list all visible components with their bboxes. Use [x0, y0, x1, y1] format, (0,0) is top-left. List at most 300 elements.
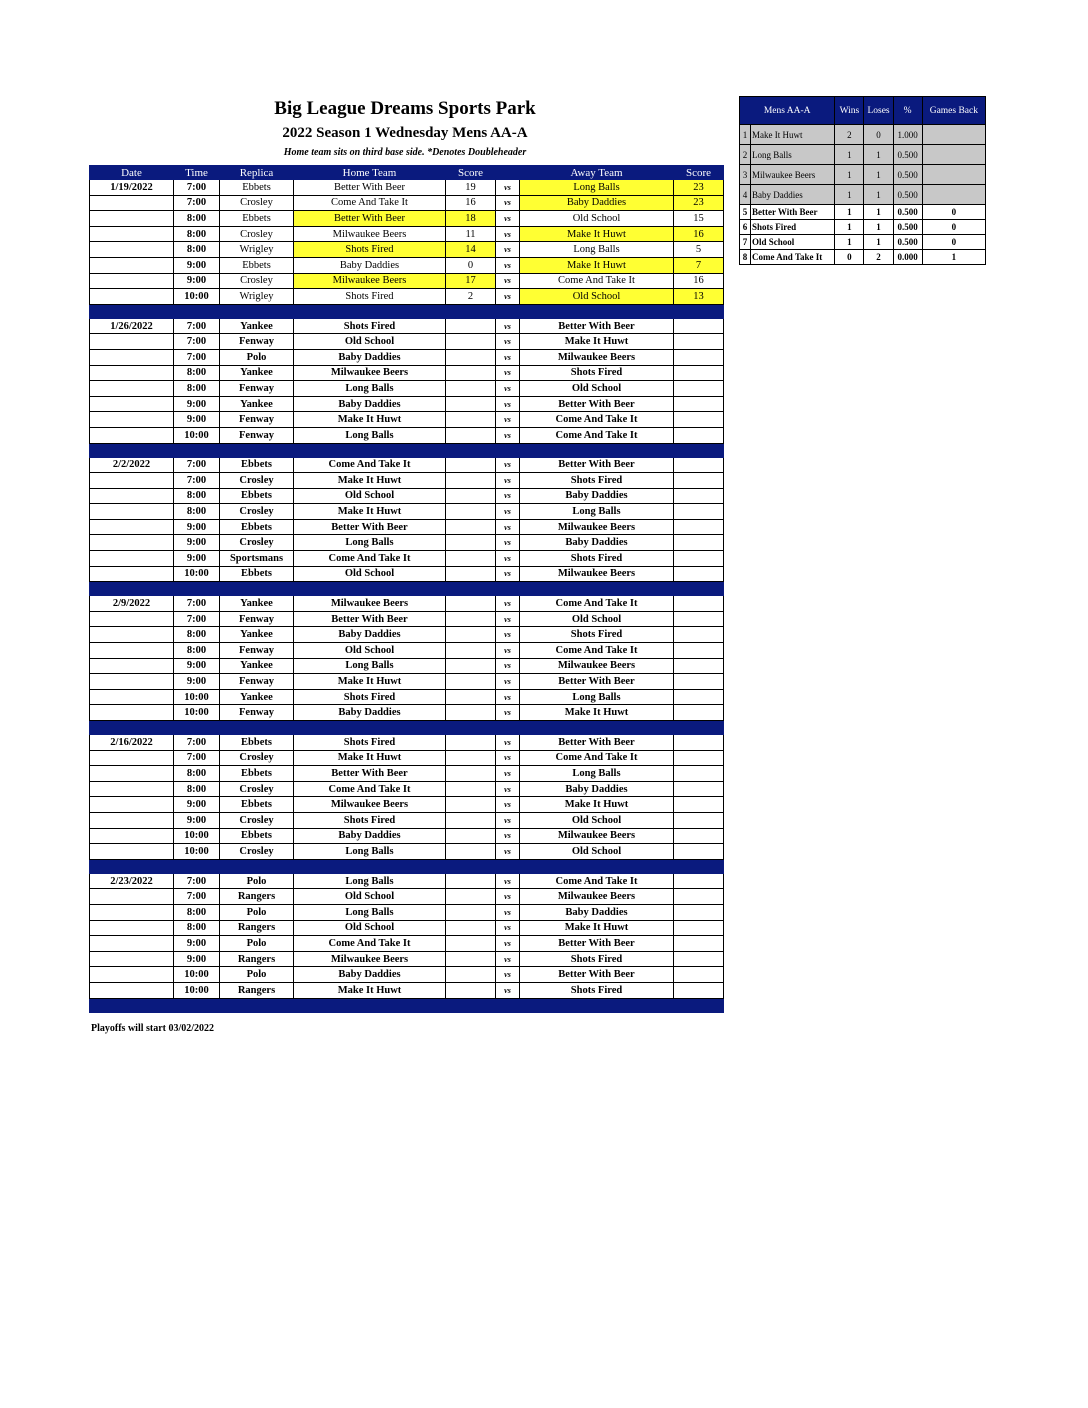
game-field: Fenway [220, 427, 294, 443]
away-score: 16 [674, 273, 724, 289]
standings-wins: 1 [835, 205, 864, 220]
game-date [90, 273, 174, 289]
away-team: Come And Take It [520, 427, 674, 443]
game-field: Polo [220, 873, 294, 889]
separator-cell [220, 304, 294, 318]
game-time: 9:00 [174, 412, 220, 428]
game-time: 7:00 [174, 889, 220, 905]
home-score [446, 535, 496, 551]
separator-cell [520, 998, 674, 1012]
away-score [674, 488, 724, 504]
home-score [446, 334, 496, 350]
away-score: 13 [674, 289, 724, 305]
game-field: Crosley [220, 273, 294, 289]
standings-rank: 8 [740, 250, 751, 265]
schedule-table [89, 165, 724, 1013]
away-team: Old School [520, 289, 674, 305]
away-team: Old School [520, 844, 674, 860]
game-time: 9:00 [174, 812, 220, 828]
away-score [674, 735, 724, 751]
table-row [90, 674, 724, 690]
standings-row [740, 235, 986, 250]
standings-row [740, 125, 986, 145]
home-team: Old School [294, 643, 446, 659]
vs-label: vs [496, 257, 520, 273]
game-date [90, 889, 174, 905]
table-row [90, 504, 724, 520]
home-score [446, 904, 496, 920]
game-time: 8:00 [174, 226, 220, 242]
away-team: Shots Fired [520, 551, 674, 567]
table-row [90, 226, 724, 242]
table-row [90, 318, 724, 334]
game-date [90, 381, 174, 397]
game-time: 10:00 [174, 828, 220, 844]
home-score [446, 596, 496, 612]
game-time: 8:00 [174, 920, 220, 936]
table-row [90, 873, 724, 889]
home-team: Old School [294, 334, 446, 350]
home-score [446, 766, 496, 782]
home-score [446, 689, 496, 705]
away-score [674, 535, 724, 551]
game-field: Yankee [220, 658, 294, 674]
table-row [90, 257, 724, 273]
vs-label: vs [496, 889, 520, 905]
home-score [446, 750, 496, 766]
separator-cell [674, 304, 724, 318]
game-time: 7:00 [174, 735, 220, 751]
vs-label: vs [496, 658, 520, 674]
game-date [90, 766, 174, 782]
away-score [674, 889, 724, 905]
table-row [90, 488, 724, 504]
home-team: Come And Take It [294, 551, 446, 567]
away-score [674, 318, 724, 334]
game-field: Yankee [220, 596, 294, 612]
vs-label: vs [496, 936, 520, 952]
away-score [674, 381, 724, 397]
home-score: 11 [446, 226, 496, 242]
vs-label: vs [496, 627, 520, 643]
game-date [90, 427, 174, 443]
vs-label: vs [496, 412, 520, 428]
table-row [90, 689, 724, 705]
game-field: Wrigley [220, 289, 294, 305]
standings-wins-header: Wins [835, 97, 864, 125]
game-date [90, 611, 174, 627]
game-date [90, 920, 174, 936]
home-team: Baby Daddies [294, 967, 446, 983]
standings-loses: 1 [864, 235, 893, 250]
vs-label: vs [496, 427, 520, 443]
table-row [90, 920, 724, 936]
standings-games-back [922, 185, 985, 205]
game-field: Polo [220, 967, 294, 983]
home-team: Better With Beer [294, 519, 446, 535]
game-time: 9:00 [174, 674, 220, 690]
game-field: Rangers [220, 951, 294, 967]
vs-label: vs [496, 828, 520, 844]
separator-cell [674, 721, 724, 735]
home-team: Make It Huwt [294, 473, 446, 489]
away-score [674, 427, 724, 443]
page-subtitle: 2022 Season 1 Wednesday Mens AA-A [282, 125, 528, 141]
away-score [674, 781, 724, 797]
game-field: Polo [220, 904, 294, 920]
away-score [674, 936, 724, 952]
standings-loses: 1 [864, 220, 893, 235]
vs-label: vs [496, 289, 520, 305]
home-team: Long Balls [294, 873, 446, 889]
table-row [90, 457, 724, 473]
away-score [674, 519, 724, 535]
game-field: Fenway [220, 674, 294, 690]
separator-cell [220, 998, 294, 1012]
standings-row [740, 205, 986, 220]
table-row [90, 812, 724, 828]
standings-wins: 1 [835, 145, 864, 165]
game-date: 1/26/2022 [90, 318, 174, 334]
table-row [90, 535, 724, 551]
away-team: Come And Take It [520, 873, 674, 889]
game-field: Fenway [220, 611, 294, 627]
away-team: Better With Beer [520, 936, 674, 952]
table-row [90, 334, 724, 350]
home-team: Old School [294, 920, 446, 936]
home-score [446, 658, 496, 674]
game-field: Fenway [220, 705, 294, 721]
table-row [90, 396, 724, 412]
standings-games-back-header: Games Back [922, 97, 985, 125]
game-date [90, 643, 174, 659]
game-field: Crosley [220, 750, 294, 766]
away-team: Make It Huwt [520, 334, 674, 350]
game-date [90, 781, 174, 797]
standings-team: Make It Huwt [751, 125, 835, 145]
standings-loses: 1 [864, 145, 893, 165]
game-time: 7:00 [174, 349, 220, 365]
away-team: Make It Huwt [520, 705, 674, 721]
home-score [446, 412, 496, 428]
vs-label: vs [496, 365, 520, 381]
away-team: Milwaukee Beers [520, 566, 674, 582]
game-field: Ebbets [220, 488, 294, 504]
vs-label: vs [496, 844, 520, 860]
col-home-team-header: Home Team [294, 166, 446, 180]
standings-team: Shots Fired [751, 220, 835, 235]
game-time: 10:00 [174, 689, 220, 705]
game-date [90, 566, 174, 582]
table-row [90, 889, 724, 905]
standings-pct: 1.000 [893, 125, 922, 145]
col-time-header: Time [174, 166, 220, 180]
game-field: Ebbets [220, 797, 294, 813]
vs-label: vs [496, 551, 520, 567]
game-date [90, 412, 174, 428]
away-score: 15 [674, 211, 724, 227]
standings-team: Better With Beer [751, 205, 835, 220]
home-score [446, 427, 496, 443]
home-score [446, 674, 496, 690]
vs-label: vs [496, 920, 520, 936]
away-score [674, 643, 724, 659]
home-score [446, 611, 496, 627]
game-date [90, 627, 174, 643]
home-score [446, 936, 496, 952]
game-date [90, 195, 174, 211]
game-field: Crosley [220, 535, 294, 551]
standings-wins: 1 [835, 220, 864, 235]
home-score [446, 844, 496, 860]
table-row [90, 427, 724, 443]
game-field: Crosley [220, 226, 294, 242]
away-score [674, 951, 724, 967]
away-team: Come And Take It [520, 596, 674, 612]
standings-games-back: 0 [922, 220, 985, 235]
away-team: Shots Fired [520, 365, 674, 381]
game-time: 9:00 [174, 951, 220, 967]
game-date [90, 289, 174, 305]
col-away-team-header: Away Team [520, 166, 674, 180]
vs-label: vs [496, 566, 520, 582]
home-team: Milwaukee Beers [294, 365, 446, 381]
game-time: 9:00 [174, 519, 220, 535]
away-team: Milwaukee Beers [520, 349, 674, 365]
game-time: 8:00 [174, 643, 220, 659]
standings-pct-header: % [893, 97, 922, 125]
vs-label: vs [496, 674, 520, 690]
standings-wins: 1 [835, 165, 864, 185]
standings-wins: 1 [835, 235, 864, 250]
home-score [446, 551, 496, 567]
separator-cell [496, 721, 520, 735]
page-note: Home team sits on third base side. *Denotes Doubleheader [283, 147, 527, 158]
table-row [90, 365, 724, 381]
separator-cell [294, 721, 446, 735]
game-date [90, 349, 174, 365]
table-row [90, 242, 724, 258]
away-score [674, 473, 724, 489]
vs-label: vs [496, 873, 520, 889]
col-away-score-header: Score [674, 166, 724, 180]
away-team: Long Balls [520, 689, 674, 705]
game-field: Ebbets [220, 457, 294, 473]
col-home-score-header: Score [446, 166, 496, 180]
table-row [90, 982, 724, 998]
table-row [90, 735, 724, 751]
separator-cell [446, 304, 496, 318]
home-score [446, 705, 496, 721]
away-team: Baby Daddies [520, 535, 674, 551]
home-team: Baby Daddies [294, 349, 446, 365]
table-row [90, 289, 724, 305]
home-score [446, 735, 496, 751]
away-score [674, 566, 724, 582]
away-score [674, 904, 724, 920]
away-score [674, 689, 724, 705]
separator-cell [674, 443, 724, 457]
game-time: 7:00 [174, 750, 220, 766]
home-team: Milwaukee Beers [294, 273, 446, 289]
game-time: 10:00 [174, 844, 220, 860]
schedule-header-row [90, 166, 724, 180]
game-date [90, 504, 174, 520]
away-score [674, 982, 724, 998]
away-team: Baby Daddies [520, 904, 674, 920]
vs-label: vs [496, 596, 520, 612]
standings-pct: 0.500 [893, 220, 922, 235]
away-score [674, 797, 724, 813]
home-team: Better With Beer [294, 180, 446, 196]
away-team: Milwaukee Beers [520, 828, 674, 844]
page-title: Big League Dreams Sports Park [274, 98, 536, 119]
home-team: Long Balls [294, 427, 446, 443]
vs-label: vs [496, 349, 520, 365]
game-field: Yankee [220, 627, 294, 643]
game-field: Rangers [220, 982, 294, 998]
away-team: Shots Fired [520, 473, 674, 489]
standings-row [740, 220, 986, 235]
standings-pct: 0.000 [893, 250, 922, 265]
game-time: 10:00 [174, 427, 220, 443]
game-time: 10:00 [174, 982, 220, 998]
game-field: Sportsmans [220, 551, 294, 567]
home-score: 16 [446, 195, 496, 211]
vs-label: vs [496, 611, 520, 627]
away-score [674, 750, 724, 766]
home-score: 2 [446, 289, 496, 305]
standings-row [740, 145, 986, 165]
game-time: 10:00 [174, 967, 220, 983]
table-row [90, 936, 724, 952]
game-field: Fenway [220, 643, 294, 659]
game-date [90, 658, 174, 674]
away-score [674, 828, 724, 844]
home-score [446, 457, 496, 473]
vs-label: vs [496, 334, 520, 350]
separator-cell [496, 443, 520, 457]
home-score [446, 365, 496, 381]
game-time: 8:00 [174, 781, 220, 797]
table-row [90, 180, 724, 196]
home-score [446, 812, 496, 828]
away-team: Old School [520, 812, 674, 828]
game-field: Fenway [220, 412, 294, 428]
standings-games-back: 0 [922, 205, 985, 220]
away-score [674, 412, 724, 428]
standings-rank: 3 [740, 165, 751, 185]
separator-cell [294, 998, 446, 1012]
away-team: Long Balls [520, 504, 674, 520]
away-score: 16 [674, 226, 724, 242]
separator-cell [174, 721, 220, 735]
away-team: Better With Beer [520, 735, 674, 751]
standings-team: Milwaukee Beers [751, 165, 835, 185]
separator-cell [446, 998, 496, 1012]
vs-label: vs [496, 812, 520, 828]
game-field: Ebbets [220, 519, 294, 535]
game-date [90, 473, 174, 489]
home-team: Make It Huwt [294, 504, 446, 520]
standings-team: Old School [751, 235, 835, 250]
vs-label: vs [496, 457, 520, 473]
standings-header-row [740, 97, 986, 125]
game-date [90, 967, 174, 983]
separator-cell [90, 443, 174, 457]
standings-row [740, 165, 986, 185]
standings-pct: 0.500 [893, 165, 922, 185]
home-team: Come And Take It [294, 195, 446, 211]
game-field: Yankee [220, 689, 294, 705]
table-row [90, 349, 724, 365]
game-time: 8:00 [174, 365, 220, 381]
away-team: Long Balls [520, 242, 674, 258]
game-field: Yankee [220, 318, 294, 334]
table-row [90, 273, 724, 289]
away-score [674, 365, 724, 381]
separator-cell [90, 721, 174, 735]
game-date [90, 674, 174, 690]
week-separator [90, 721, 724, 735]
away-score [674, 551, 724, 567]
table-row [90, 596, 724, 612]
separator-cell [174, 859, 220, 873]
game-field: Rangers [220, 920, 294, 936]
game-field: Crosley [220, 781, 294, 797]
standings-rank: 4 [740, 185, 751, 205]
home-team: Baby Daddies [294, 705, 446, 721]
game-field: Yankee [220, 365, 294, 381]
standings-loses: 1 [864, 205, 893, 220]
away-score [674, 396, 724, 412]
away-team: Come And Take It [520, 643, 674, 659]
game-field: Crosley [220, 844, 294, 860]
col-date-header: Date [90, 166, 174, 180]
home-team: Baby Daddies [294, 396, 446, 412]
standings-games-back [922, 125, 985, 145]
table-row [90, 381, 724, 397]
home-score [446, 473, 496, 489]
separator-cell [496, 582, 520, 596]
game-field: Ebbets [220, 766, 294, 782]
home-score: 0 [446, 257, 496, 273]
game-date [90, 689, 174, 705]
game-time: 8:00 [174, 242, 220, 258]
vs-label: vs [496, 735, 520, 751]
vs-label: vs [496, 180, 520, 196]
standings-loses: 1 [864, 185, 893, 205]
separator-cell [446, 721, 496, 735]
home-team: Shots Fired [294, 289, 446, 305]
separator-cell [520, 582, 674, 596]
game-date [90, 936, 174, 952]
home-team: Long Balls [294, 381, 446, 397]
away-team: Make It Huwt [520, 226, 674, 242]
home-team: Shots Fired [294, 242, 446, 258]
home-team: Baby Daddies [294, 257, 446, 273]
table-row [90, 781, 724, 797]
home-team: Shots Fired [294, 689, 446, 705]
separator-cell [294, 582, 446, 596]
week-separator [90, 582, 724, 596]
away-team: Make It Huwt [520, 257, 674, 273]
vs-label: vs [496, 766, 520, 782]
game-date [90, 226, 174, 242]
home-score [446, 488, 496, 504]
table-row [90, 566, 724, 582]
game-time: 7:00 [174, 334, 220, 350]
